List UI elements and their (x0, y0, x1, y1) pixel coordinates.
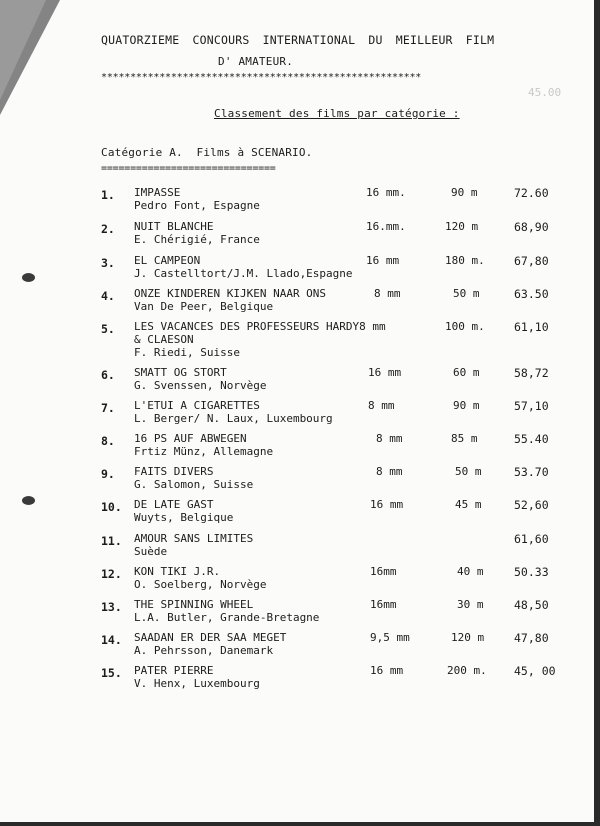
punch-hole-top (22, 273, 35, 282)
entry-length: 120 m (445, 220, 479, 233)
entry-rank: 4. (101, 289, 115, 303)
entry-score: 55.40 (514, 432, 549, 446)
entry-length: 90 m (453, 399, 480, 412)
entry-author-country: G. Svenssen, Norvège (134, 379, 267, 392)
entry-author-country: G. Salomon, Suisse (134, 478, 254, 491)
entry-author-country: A. Pehrsson, Danemark (134, 644, 274, 657)
entry-film-title: THE SPINNING WHEEL (134, 598, 254, 611)
entry-score: 53.70 (514, 465, 549, 479)
entry-format: 8 mm (374, 287, 401, 300)
entry-author-country: Van De Peer, Belgique (134, 300, 274, 313)
entry-film-title: KON TIKI J.R. (134, 565, 221, 578)
entry-format: 8 mm (368, 399, 395, 412)
entry-author-country: Wuyts, Belgique (134, 511, 234, 524)
entry-score: 47,80 (514, 631, 549, 645)
entry-rank: 1. (101, 188, 115, 202)
entry-film-title: ONZE KINDEREN KIJKEN NAAR ONS (134, 287, 327, 300)
entry-film-title-continued: & CLAESON (134, 333, 194, 346)
entry-length: 50 m (453, 287, 480, 300)
entry-score: 61,60 (514, 532, 549, 546)
entry-film-title: DE LATE GAST (134, 498, 214, 511)
entry-film-title: PATER PIERRE (134, 664, 214, 677)
entry-length: 180 m. (445, 254, 485, 267)
scan-edge-right (594, 0, 600, 826)
entry-score: 68,90 (514, 220, 549, 234)
entry-format: 16 mm (366, 254, 400, 267)
entry-score: 50.33 (514, 565, 549, 579)
entry-length: 120 m (451, 631, 485, 644)
entry-score: 57,10 (514, 399, 549, 413)
entry-length: 50 m (455, 465, 482, 478)
entry-author-country: E. Chérigié, France (134, 233, 260, 246)
entry-score: 67,80 (514, 254, 549, 268)
scan-edge-bottom (0, 822, 600, 826)
entry-film-title: LES VACANCES DES PROFESSEURS HARDY8 mm (134, 320, 386, 333)
entry-format: 16 mm. (366, 186, 406, 199)
entry-rank: 15. (101, 666, 122, 680)
entry-format: 8 mm (376, 432, 403, 445)
entry-rank: 9. (101, 467, 115, 481)
entry-rank: 8. (101, 434, 115, 448)
entry-film-title: SMATT OG STORT (134, 366, 227, 379)
section-heading: Classement des films par catégorie : (214, 107, 460, 120)
entry-rank: 7. (101, 401, 115, 415)
star-divider: ******************************************************* (101, 72, 422, 83)
entry-length: 60 m (453, 366, 480, 379)
entry-rank: 13. (101, 600, 122, 614)
entry-length: 85 m (451, 432, 478, 445)
entry-rank: 6. (101, 368, 115, 382)
entry-film-title: SAADAN ER DER SAA MEGET (134, 631, 287, 644)
entry-length: 90 m (451, 186, 478, 199)
entry-length: 200 m. (447, 664, 487, 677)
entry-score: 63.50 (514, 287, 549, 301)
entry-author-country: J. Castelltort/J.M. Llado,Espagne (134, 267, 353, 280)
entry-length: 45 m (455, 498, 482, 511)
entry-author-country: L. Berger/ N. Laux, Luxembourg (134, 412, 333, 425)
entry-length: 100 m. (445, 320, 485, 333)
entry-length: 30 m (457, 598, 484, 611)
entry-score: 45, 00 (514, 664, 556, 678)
entry-film-title: EL CAMPEON (134, 254, 201, 267)
entry-rank: 14. (101, 633, 122, 647)
entry-film-title: L'ETUI A CIGARETTES (134, 399, 260, 412)
category-underline: ============================== (101, 163, 276, 174)
document-title: QUATORZIEME CONCOURS INTERNATIONAL DU MEILLEUR FILM (101, 33, 495, 47)
entry-author-country: F. Riedi, Suisse (134, 346, 240, 359)
entry-film-title: 16 PS AUF ABWEGEN (134, 432, 247, 445)
entry-author-country: Suède (134, 545, 168, 558)
punch-hole-bottom (22, 496, 35, 505)
entry-format: 16 mm (368, 366, 402, 379)
entry-format: 16mm (370, 565, 397, 578)
entry-author-country: V. Henx, Luxembourg (134, 677, 260, 690)
entry-rank: 12. (101, 567, 122, 581)
entry-rank: 5. (101, 322, 115, 336)
entry-film-title: IMPASSE (134, 186, 181, 199)
entry-author-country: Pedro Font, Espagne (134, 199, 260, 212)
folded-corner-highlight (0, 0, 46, 100)
entry-author-country: Frtiz Münz, Allemagne (134, 445, 274, 458)
entry-score: 72.60 (514, 186, 549, 200)
entry-format: 8 mm (376, 465, 403, 478)
entry-score: 52,60 (514, 498, 549, 512)
entry-film-title: AMOUR SANS LIMITES (134, 532, 254, 545)
bleed-through-text: 45.00 (528, 86, 562, 99)
entry-format: 16 mm (370, 498, 404, 511)
entry-film-title: NUIT BLANCHE (134, 220, 214, 233)
entry-author-country: L.A. Butler, Grande-Bretagne (134, 611, 320, 624)
entry-score: 61,10 (514, 320, 549, 334)
entry-format: 9,5 mm (370, 631, 410, 644)
entry-rank: 3. (101, 256, 115, 270)
entry-format: 16 mm (370, 664, 404, 677)
entry-rank: 11. (101, 534, 122, 548)
entry-score: 48,50 (514, 598, 549, 612)
category-label: Catégorie A. Films à SCENARIO. (101, 146, 313, 159)
entry-score: 58,72 (514, 366, 549, 380)
entry-author-country: O. Soelberg, Norvège (134, 578, 267, 591)
entry-film-title: FAITS DIVERS (134, 465, 214, 478)
entry-rank: 2. (101, 222, 115, 236)
document-subtitle: D' AMATEUR. (218, 55, 294, 68)
entry-format: 16.mm. (366, 220, 406, 233)
entry-rank: 10. (101, 500, 122, 514)
entry-length: 40 m (457, 565, 484, 578)
entry-format: 16mm (370, 598, 397, 611)
